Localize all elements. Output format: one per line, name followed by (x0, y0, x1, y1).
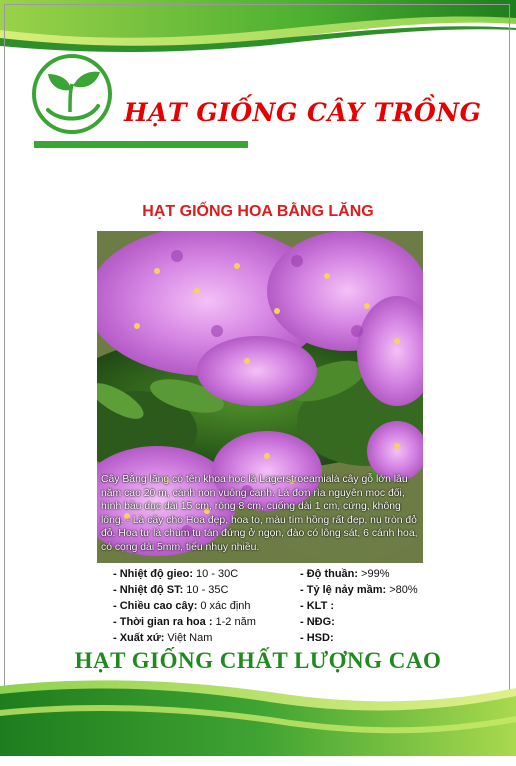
spec-expiry-date (300, 630, 450, 646)
spec-label: - Nhiệt độ ST: (113, 584, 184, 596)
brand-name: HẠT GIỐNG CÂY TRỒNG (124, 98, 482, 127)
spec-value: 10 - 35C (186, 584, 229, 596)
spec-value: 1-2 năm (215, 616, 256, 628)
spec-origin (113, 630, 303, 646)
spec-label: - Thời gian ra hoa : (113, 616, 213, 628)
spec-value: Việt Nam (167, 632, 213, 644)
spec-value: >99% (361, 568, 390, 580)
spec-packing-date (300, 614, 450, 630)
leaf-sprout-icon (30, 52, 114, 136)
spec-label: - Chiều cao cây: (113, 600, 198, 612)
spec-label: - HSD: (300, 632, 334, 644)
spec-label: - Xuất xứ: (113, 632, 165, 644)
spec-value: 10 - 30C (196, 568, 239, 580)
spec-growth-temp (113, 582, 303, 598)
quality-slogan: HẠT GIỐNG CHẤT LƯỢNG CAO (74, 648, 442, 673)
spec-label: - Nhiệt độ gieo: (113, 568, 194, 580)
spec-sowing-temp (113, 566, 303, 582)
spec-net-weight (300, 598, 450, 614)
specs-right-list (300, 566, 450, 646)
bottom-green-swoosh (0, 670, 516, 766)
spec-label: - NĐG: (300, 616, 335, 628)
brand-underline (34, 141, 248, 148)
spec-plant-height (113, 598, 303, 614)
specs-left-list (113, 566, 303, 646)
spec-label: - Tỷ lệ nảy mầm: (300, 584, 387, 596)
product-description: Cây Bằng lăng có tên khoa học là Lagerstroeamialà cây gỗ lớn lâu năm cao 20 m, cành non vuông cạnh. Lá đơn rìa nguyên mọc đối, hình bầu dục dài 15 cm, rộng 8 cm, cuống dài 1 cm, cứng, không lông. - Là cây cho Hoa đẹp, hoa to, màu tím hồng rất đẹp, nụ tròn đỏ đỏ. Hoa tự là chùm tụ tán đứng ở ngọn, đào có lông sát, 6 cánh hoa, có cọng dài 5mm, tiểu nhụy nhiều. (101, 474, 418, 553)
spec-germination-rate (300, 582, 450, 598)
spec-value: >80% (389, 584, 418, 596)
spec-flowering-time (113, 614, 303, 630)
product-title: HẠT GIỐNG HOA BẰNG LĂNG (142, 203, 374, 220)
spec-label: - KLT : (300, 600, 335, 612)
spec-purity (300, 566, 450, 582)
spec-value: 0 xác định (200, 600, 251, 612)
spec-label: - Độ thuần: (300, 568, 359, 580)
